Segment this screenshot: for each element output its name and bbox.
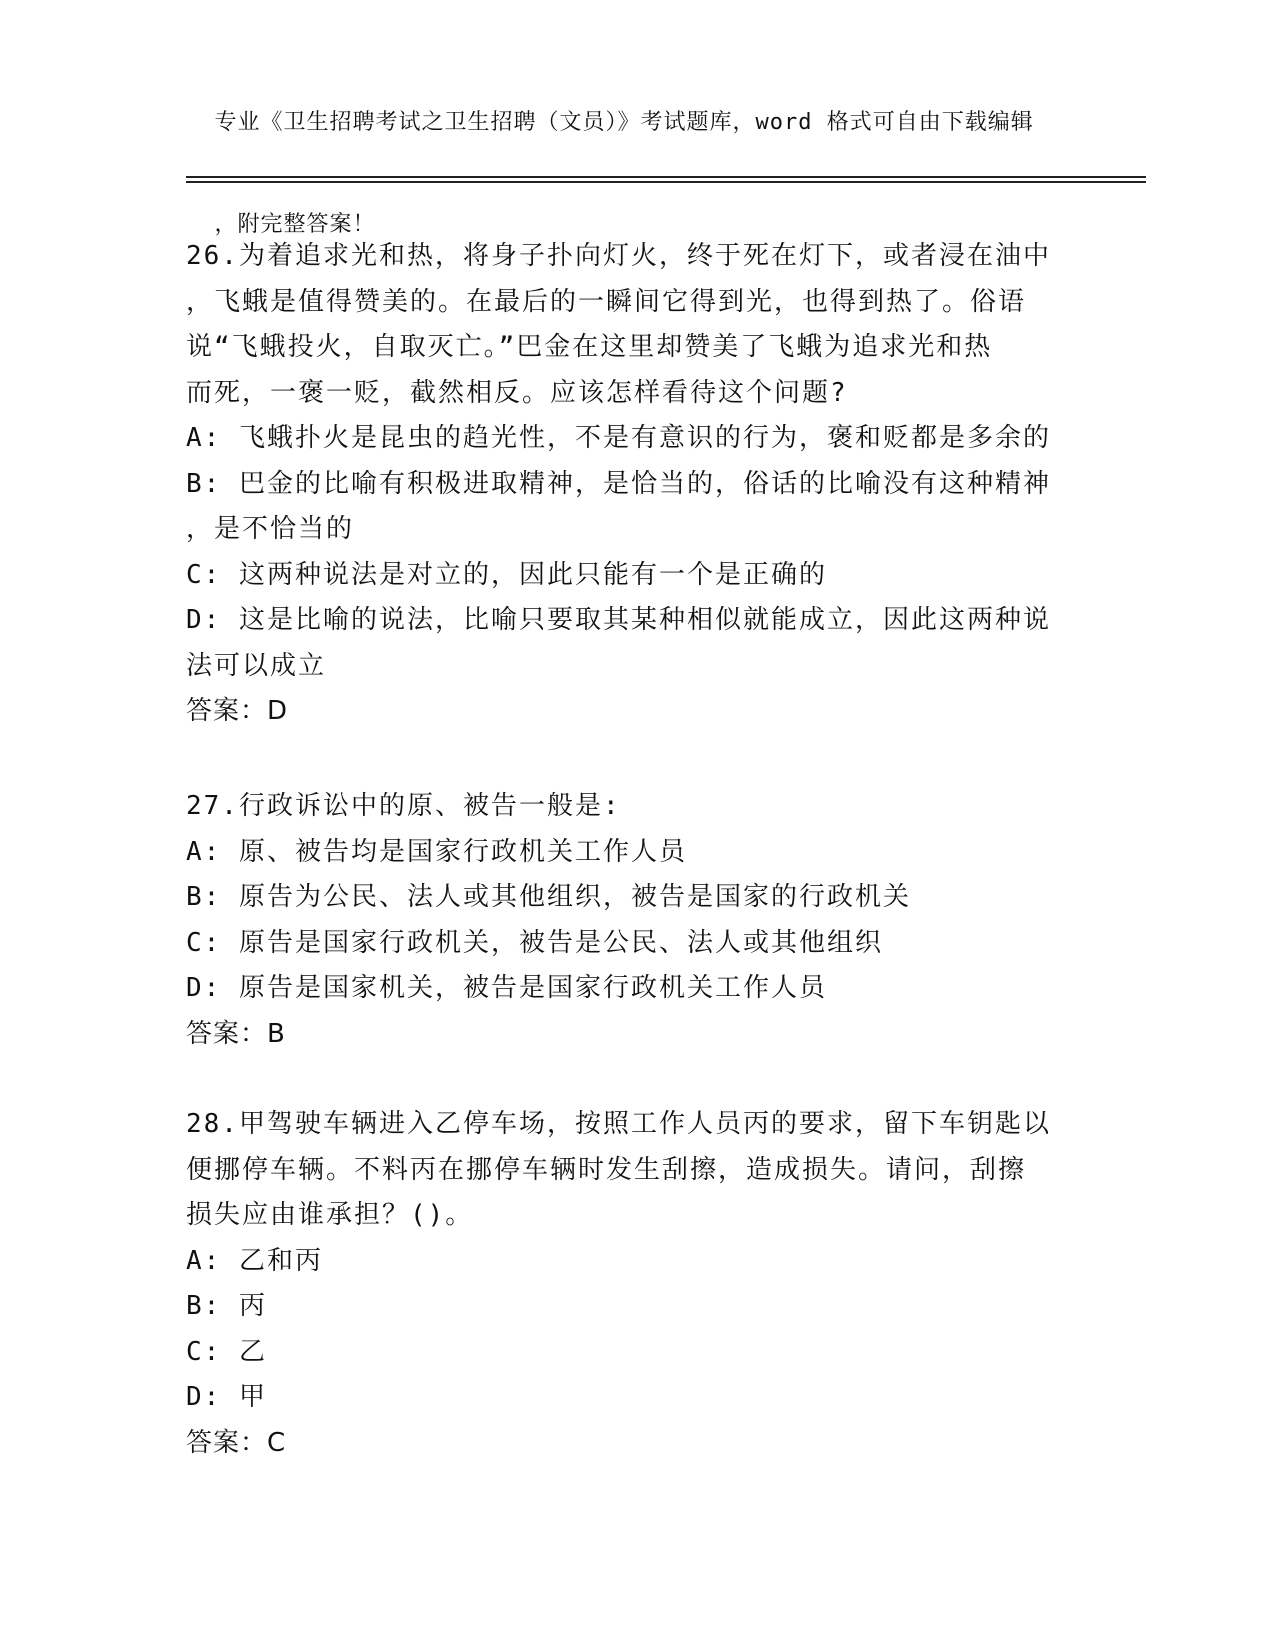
option-d-continued: 法可以成立 bbox=[186, 650, 327, 681]
header-divider-top bbox=[186, 176, 1146, 178]
option-c: C: 原告是国家行政机关，被告是公民、法人或其他组织 bbox=[186, 927, 883, 958]
header-divider-bottom bbox=[186, 181, 1146, 183]
question-stem-line: ，飞蛾是值得赞美的。在最后的一瞬间它得到光，也得到热了。俗语 bbox=[186, 286, 1027, 317]
question-28 bbox=[186, 1102, 1066, 1466]
question-stem-line: 26.为着追求光和热，将身子扑向灯火，终于死在灯下，或者浸在油中 bbox=[186, 241, 1051, 271]
question-stem-line: 损失应由谁承担？()。 bbox=[186, 1200, 474, 1230]
answer-label: 答案：C bbox=[186, 1427, 287, 1458]
option-a: A: 乙和丙 bbox=[186, 1245, 323, 1276]
option-a: A: 原、被告均是国家行政机关工作人员 bbox=[186, 836, 687, 867]
header-line-2: ，附完整答案！ bbox=[214, 212, 376, 237]
question-stem-line: 而死，一褒一贬，截然相反。应该怎样看待这个问题? bbox=[186, 377, 848, 408]
header-line-1: 专业《卫生招聘考试之卫生招聘（文员）》考试题库，word 格式可自由下载编辑 bbox=[214, 110, 1034, 135]
option-a: A: 飞蛾扑火是昆虫的趋光性，不是有意识的行为，褒和贬都是多余的 bbox=[186, 423, 1051, 453]
option-c: C: 乙 bbox=[186, 1336, 267, 1367]
option-d: D: 原告是国家机关，被告是国家行政机关工作人员 bbox=[186, 973, 827, 1003]
document-header bbox=[186, 72, 1066, 242]
answer-label: 答案：D bbox=[186, 696, 289, 726]
option-d: D: 甲 bbox=[186, 1382, 267, 1412]
option-b: B: 丙 bbox=[186, 1291, 267, 1321]
question-stem-line: 28.甲驾驶车辆进入乙停车场，按照工作人员丙的要求，留下车钥匙以 bbox=[186, 1109, 1051, 1139]
question-26 bbox=[186, 234, 1066, 735]
option-d: D: 这是比喻的说法，比喻只要取其某种相似就能成立，因此这两种说 bbox=[186, 605, 1051, 635]
option-b: B: 原告为公民、法人或其他组织，被告是国家的行政机关 bbox=[186, 882, 911, 912]
option-b: B: 巴金的比喻有积极进取精神，是恰当的，俗话的比喻没有这种精神 bbox=[186, 468, 1051, 499]
question-27 bbox=[186, 784, 1066, 1057]
answer-label: 答案：B bbox=[186, 1018, 286, 1049]
question-stem-line: 27.行政诉讼中的原、被告一般是: bbox=[186, 791, 621, 821]
question-stem-line: 便挪停车辆。不料丙在挪停车辆时发生刮擦，造成损失。请问，刮擦 bbox=[186, 1154, 1027, 1185]
option-b-continued: ，是不恰当的 bbox=[186, 514, 355, 544]
question-stem-line: 说“飞蛾投火，自取灭亡。”巴金在这里却赞美了飞蛾为追求光和热 bbox=[186, 332, 993, 362]
option-c: C: 这两种说法是对立的，因此只能有一个是正确的 bbox=[186, 559, 827, 590]
